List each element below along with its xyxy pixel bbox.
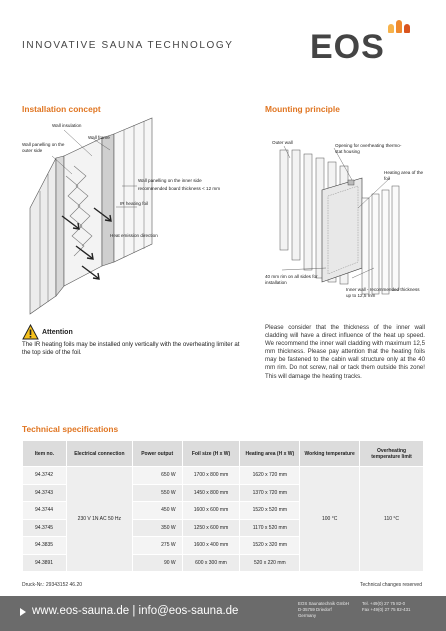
cell-power: 450 W [132,502,182,520]
header-working-temp: Working temperature [300,441,360,467]
cell-working-temp: 100 °C [300,467,360,572]
cell-heating-area: 1520 x 320 mm [240,537,300,555]
specs-table [22,440,424,572]
warning-icon [22,324,39,340]
cell-power: 550 W [132,484,182,502]
header-power: Power output [132,441,182,467]
cell-electrical: 230 V 1N AC 50 Hz [66,467,132,572]
cell-item-no: 94.3744 [23,502,67,520]
cell-heating-area: 1370 x 720 mm [240,484,300,502]
notes-paragraph: Please consider that the thickness of the inner wall cladding will have a direct influence of the heat up speed. We recommend the inner wall cladding with maximum 12,5 mm thickness. Please pay attention that the heating foils may be fastened to the cabin wall structure only at the 40 mm rim. Do not screw, nail or tack them outside this zone! This will damage the heating tracks. [265,324,425,380]
cell-power: 650 W [132,467,182,485]
cell-item-no: 94.3742 [23,467,67,485]
label-heat-emission: Heat emission direction [110,233,158,238]
label-opening: Opening for overheating thermo-stat housing [335,143,402,154]
label-inner-wall: Inner wall - recommended thickness up to 12,5 mm [346,287,420,298]
label-wall-frame: Wall frame [88,135,110,140]
arrow-right-icon [20,608,26,616]
cell-power: 90 W [132,554,182,572]
cell-foil-size: 1250 x 600 mm [182,519,240,537]
print-number: Druck-Nr.: 29343152 46.20 [22,582,83,588]
cell-heating-area: 1170 x 520 mm [240,519,300,537]
mounting-title: Mounting principle [265,104,340,114]
logo-flame-1 [388,24,394,33]
header-overheat-limit: Overheating temperature limit [360,441,424,467]
attention-title: Attention [42,329,73,336]
footer-contact-link[interactable]: www.eos-sauna.de | info@eos-sauna.de [32,605,239,617]
label-ir-heating-foil: IR heating foil [120,201,149,206]
logo-flame-3 [404,24,410,33]
header-electrical: Electrical connection [66,441,132,467]
footer-bar [0,596,446,631]
cell-foil-size: 600 x 300 mm [182,554,240,572]
label-outer-wall: Outer wall [272,140,293,145]
cell-item-no: 94.3835 [23,537,67,555]
cell-foil-size: 1600 x 400 mm [182,537,240,555]
cell-heating-area: 520 x 220 mm [240,554,300,572]
logo-text: EOS [310,28,385,66]
footer-company: EOS Saunatechnik GmbH [298,601,350,606]
cell-item-no: 94.3891 [23,554,67,572]
cell-foil-size: 1450 x 800 mm [182,484,240,502]
label-wall-panelling-inner: Wall panelling on the inner side [138,178,202,183]
cell-power: 275 W [132,537,182,555]
label-wall-insulation: Wall insulation [52,123,82,128]
header-foil-size: Foil size (H x W) [182,441,240,467]
footer-city: D-35759 Driedorf [298,607,332,612]
cell-power: 350 W [132,519,182,537]
header-item-no: Item no. [23,441,67,467]
installation-title: Installation concept [22,104,101,114]
tagline: INNOVATIVE SAUNA TECHNOLOGY [22,40,234,51]
label-heating-area: Heating area of the foil [384,170,424,181]
cell-overheat-limit: 110 °C [360,467,424,572]
footer-phone: Tel. +49(0) 27 75 82-0 [362,601,406,606]
cell-item-no: 94.3743 [23,484,67,502]
logo-flame-2 [396,20,402,33]
footer-fax: Fax +49(0) 27 75 82-431 [362,607,411,612]
label-board-thickness: recommended board thickness < 12 mm [138,186,221,191]
cell-foil-size: 1600 x 600 mm [182,502,240,520]
technical-changes-note: Technical changes reserved [360,582,422,588]
label-wall-panelling-outer: Wall panelling on the outer side [22,142,65,153]
cell-heating-area: 1620 x 720 mm [240,467,300,485]
cell-item-no: 94.3745 [23,519,67,537]
label-rim: 40 mm rim on all sides for installation [265,274,318,285]
cell-foil-size: 1700 x 800 mm [182,467,240,485]
header-heating-area: Heating area (H x W) [240,441,300,467]
footer-country: Germany [298,613,317,618]
specs-title: Technical specifications [22,424,119,434]
cell-heating-area: 1520 x 520 mm [240,502,300,520]
specs-header-row [23,441,424,467]
table-row [23,467,424,485]
eos-logo [310,20,420,66]
attention-text: The IR heating foils may be installed only vertically with the overheating limiter at the top side of the foil. [22,341,240,357]
